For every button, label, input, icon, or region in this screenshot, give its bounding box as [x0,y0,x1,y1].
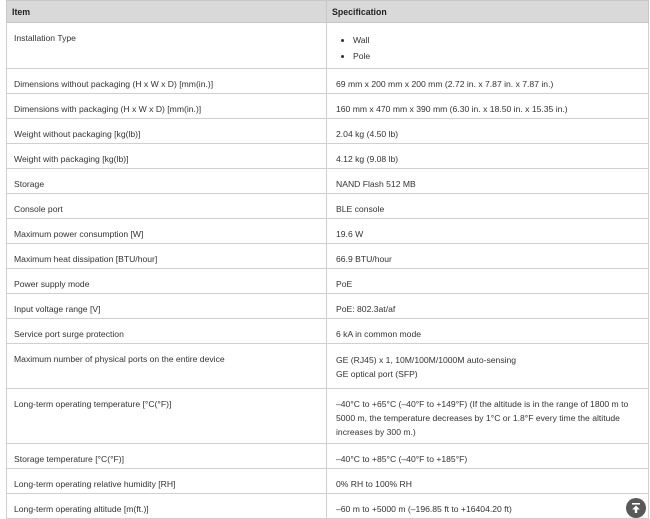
table-row [7,344,649,389]
specification-text: –40°C to +65°C (–40°F to +149°F) (If the altitude is in the range of 1800 m to 5000 m, the temperature decreases by 1°C or 1.8°F every time the altitude increases by 300 m.) [336,399,629,437]
specification-cell [327,389,649,444]
specification-text: PoE: 802.3at/af [336,304,396,314]
specification-text: 66.9 BTU/hour [336,254,392,264]
column-header-item: Item [7,1,327,23]
specification-cell [327,319,649,344]
table-row [7,269,649,294]
table-row [7,294,649,319]
item-cell: Installation Type [7,23,327,69]
table-row [7,69,649,94]
specification-cell [327,169,649,194]
scroll-to-top-button[interactable] [626,498,646,518]
specification-cell [327,94,649,119]
specification-cell [327,119,649,144]
item-cell: Long-term operating temperature [°C(°F)] [7,389,327,444]
list-item: • Wall [353,32,642,48]
specification-cell [327,23,649,69]
specification-text: NAND Flash 512 MB [336,179,416,189]
item-cell: Long-term operating altitude [m(ft.)] [7,494,327,519]
item-cell: Maximum heat dissipation [BTU/hour] [7,244,327,269]
item-cell: Dimensions with packaging (H x W x D) [mm(in.)] [7,94,327,119]
specification-text: 2.04 kg (4.50 lb) [336,129,399,139]
table-row [7,389,649,444]
item-cell: Weight without packaging [kg(lb)] [7,119,327,144]
specification-text: –40°C to +85°C (–40°F to +185°F) [336,454,468,464]
table-row [7,119,649,144]
item-cell: Power supply mode [7,269,327,294]
specification-cell [327,144,649,169]
list-item: • Pole [353,48,642,64]
table-row [7,23,649,69]
item-cell: Long-term operating relative humidity [RH] [7,469,327,494]
specification-cell [327,294,649,319]
specification-text: 69 mm x 200 mm x 200 mm (2.72 in. x 7.87 in. x 7.87 in.) [336,79,554,89]
installation-type-list [343,32,642,64]
specification-text: 6 kA in common mode [336,329,422,339]
specification-text: GE (RJ45) x 1, 10M/100M/1000M auto-sensing [336,355,517,365]
item-cell: Input voltage range [V] [7,294,327,319]
specification-cell [327,444,649,469]
table-row [7,169,649,194]
table-header-row [7,1,649,23]
specification-text: 160 mm x 470 mm x 390 mm (6.30 in. x 18.50 in. x 15.35 in.) [336,104,568,114]
specification-cell [327,219,649,244]
specification-cell [327,194,649,219]
column-header-specification: Specification [327,1,649,23]
specification-cell [327,244,649,269]
specification-text: BLE console [336,204,385,214]
specification-text: GE optical port (SFP) [336,369,418,379]
arrow-up-to-top-icon [630,502,642,514]
table-row [7,244,649,269]
specification-text: PoE [336,279,353,289]
specification-cell [327,269,649,294]
specification-cell [327,69,649,94]
item-cell: Weight with packaging [kg(lb)] [7,144,327,169]
specification-cell [327,494,649,519]
table-row [7,319,649,344]
item-cell: Service port surge protection [7,319,327,344]
item-cell: Storage [7,169,327,194]
specification-text: 4.12 kg (9.08 lb) [336,154,399,164]
table-row [7,194,649,219]
table-row [7,469,649,494]
specification-cell [327,469,649,494]
table-row [7,144,649,169]
specification-cell [327,344,649,389]
item-cell: Dimensions without packaging (H x W x D) [mm(in.)] [7,69,327,94]
specification-text: 19.6 W [336,229,364,239]
item-cell: Storage temperature [°C(°F)] [7,444,327,469]
specification-table [6,0,649,519]
specification-text: 0% RH to 100% RH [336,479,412,489]
item-cell: Console port [7,194,327,219]
item-cell: Maximum number of physical ports on the entire device [7,344,327,389]
table-row [7,494,649,519]
table-row [7,94,649,119]
table-row [7,219,649,244]
table-row [7,444,649,469]
specification-text: –60 m to +5000 m (–196.85 ft to +16404.20 ft) [336,504,512,514]
item-cell: Maximum power consumption [W] [7,219,327,244]
